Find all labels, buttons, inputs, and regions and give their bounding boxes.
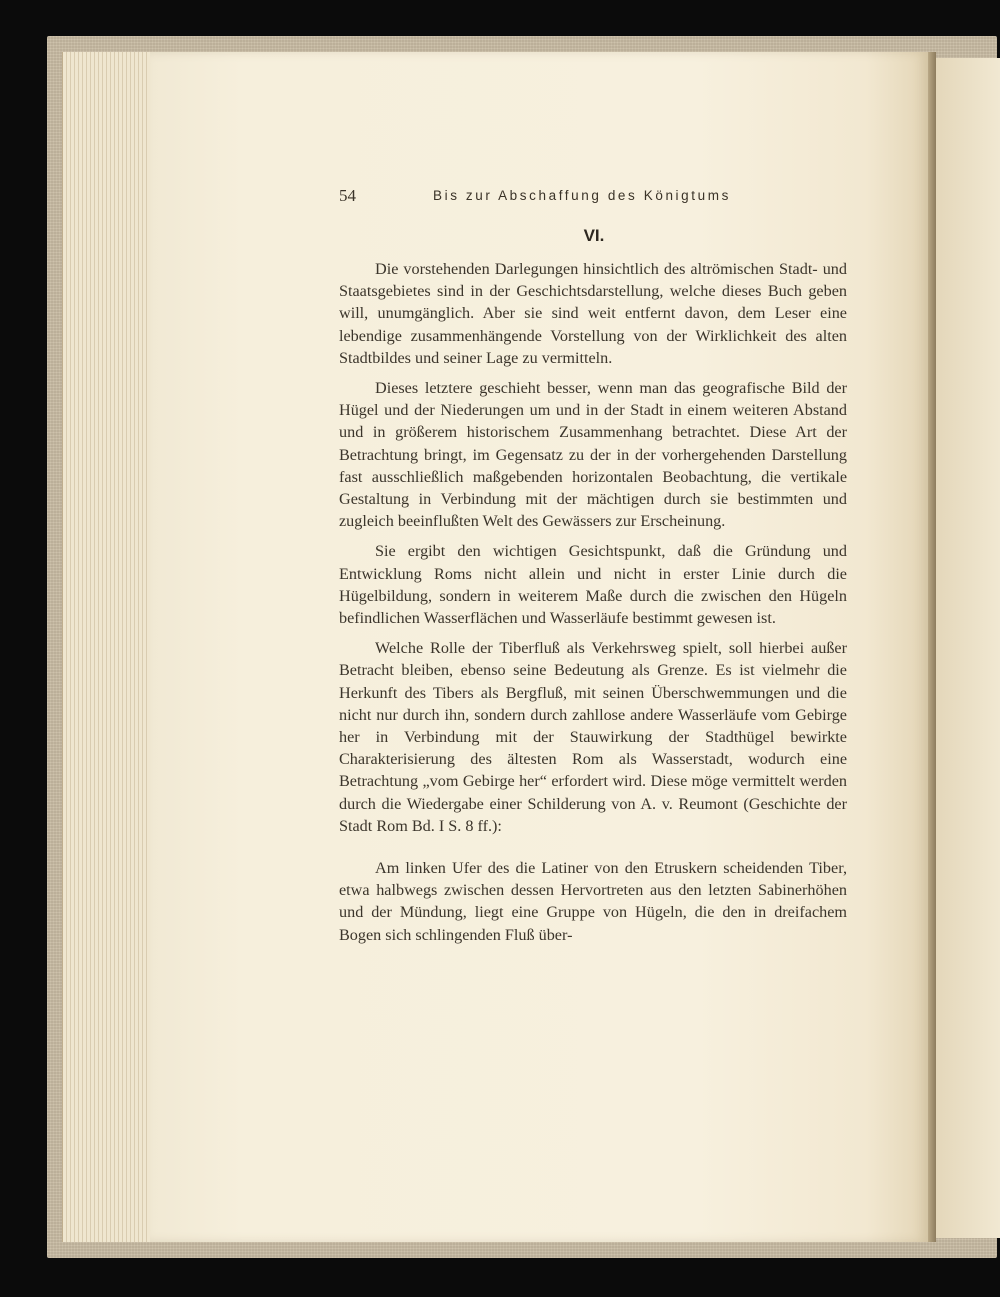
facing-page-edge (936, 58, 1000, 1238)
paragraph: Die vorstehenden Darlegungen hinsichtlich des altrömischen Stadt- und Staatsgebietes sind in der Geschichtsdarstellung, welche dieses Buch geben will, unumgänglich. Aber sie sind weit entfernt davon, dem Leser eine lebendige zusammenhängende Vorstellung von der Wirklichkeit des alten Stadtbildes und seiner Lage zu vermitteln. (339, 260, 847, 367)
page-header (339, 186, 849, 210)
section-heading: VI. (583, 226, 605, 245)
paragraph: Sie ergibt den wichtigen Gesichtspunkt, daß die Gründung und Entwicklung Roms nicht allein und nicht in erster Linie durch die Hügelbildung, sondern in weiterem Maße durch die zwischen den Hügeln befindlichen Wasserflächen und Wasserläufe bestimmt gewesen ist. (339, 542, 847, 628)
book-gutter (928, 52, 936, 1242)
paragraph: Welche Rolle der Tiberfluß als Verkehrsweg spielt, soll hierbei außer Betracht bleiben, ebenso seine Bedeutung als Grenze. Es ist vielmehr die Herkunft des Tibers als Bergfluß, mit seinen Überschwemmungen und die nicht nur durch ihn, sondern durch zahllose andere Wasserläufe vom Gebirge her in Verbindung mit der Stauwirkung der Stadthügel bewirkte Charakterisierung des ältesten Rom als Wasserstadt, wodurch eine Betrachtung „vom Gebirge her“ erfordert wird. Diese möge vermittelt werden durch die Wiedergabe einer Schilderung von A. v. Reumont (Geschichte der Stadt Rom Bd. I S. 8 ff.): (339, 639, 847, 835)
body-text (339, 258, 847, 954)
quoted-paragraph: Am linken Ufer des die Latiner von den Etruskern scheidenden Tiber, etwa halbwegs zwischen dessen Hervortreten aus den letzten Sabinerhöhen und der Mündung, liegt eine Gruppe von Hügeln, die den in dreifachem Bogen sich schlingenden Fluß über- (339, 859, 847, 944)
page-number: 54 (339, 186, 356, 205)
paragraph: Dieses letztere geschieht besser, wenn man das geografische Bild der Hügel und der Niederungen um und in der Stadt in einem weiteren Abstand und in größerem historischem Zusammenhang betrachtet. Diese Art der Betrachtung bringt, im Gegensatz zu der in der vorhergehenden Darstellung fast ausschließlich maßgebenden horizontalen Beobachtung, die vertikale Gestaltung in Verbindung mit der mächtigen durch sie bestimmten und zugleich beeinflußten Welt des Gewässers zur Erscheinung. (339, 379, 847, 531)
running-head: Bis zur Abschaffung des Königtums (433, 188, 731, 203)
